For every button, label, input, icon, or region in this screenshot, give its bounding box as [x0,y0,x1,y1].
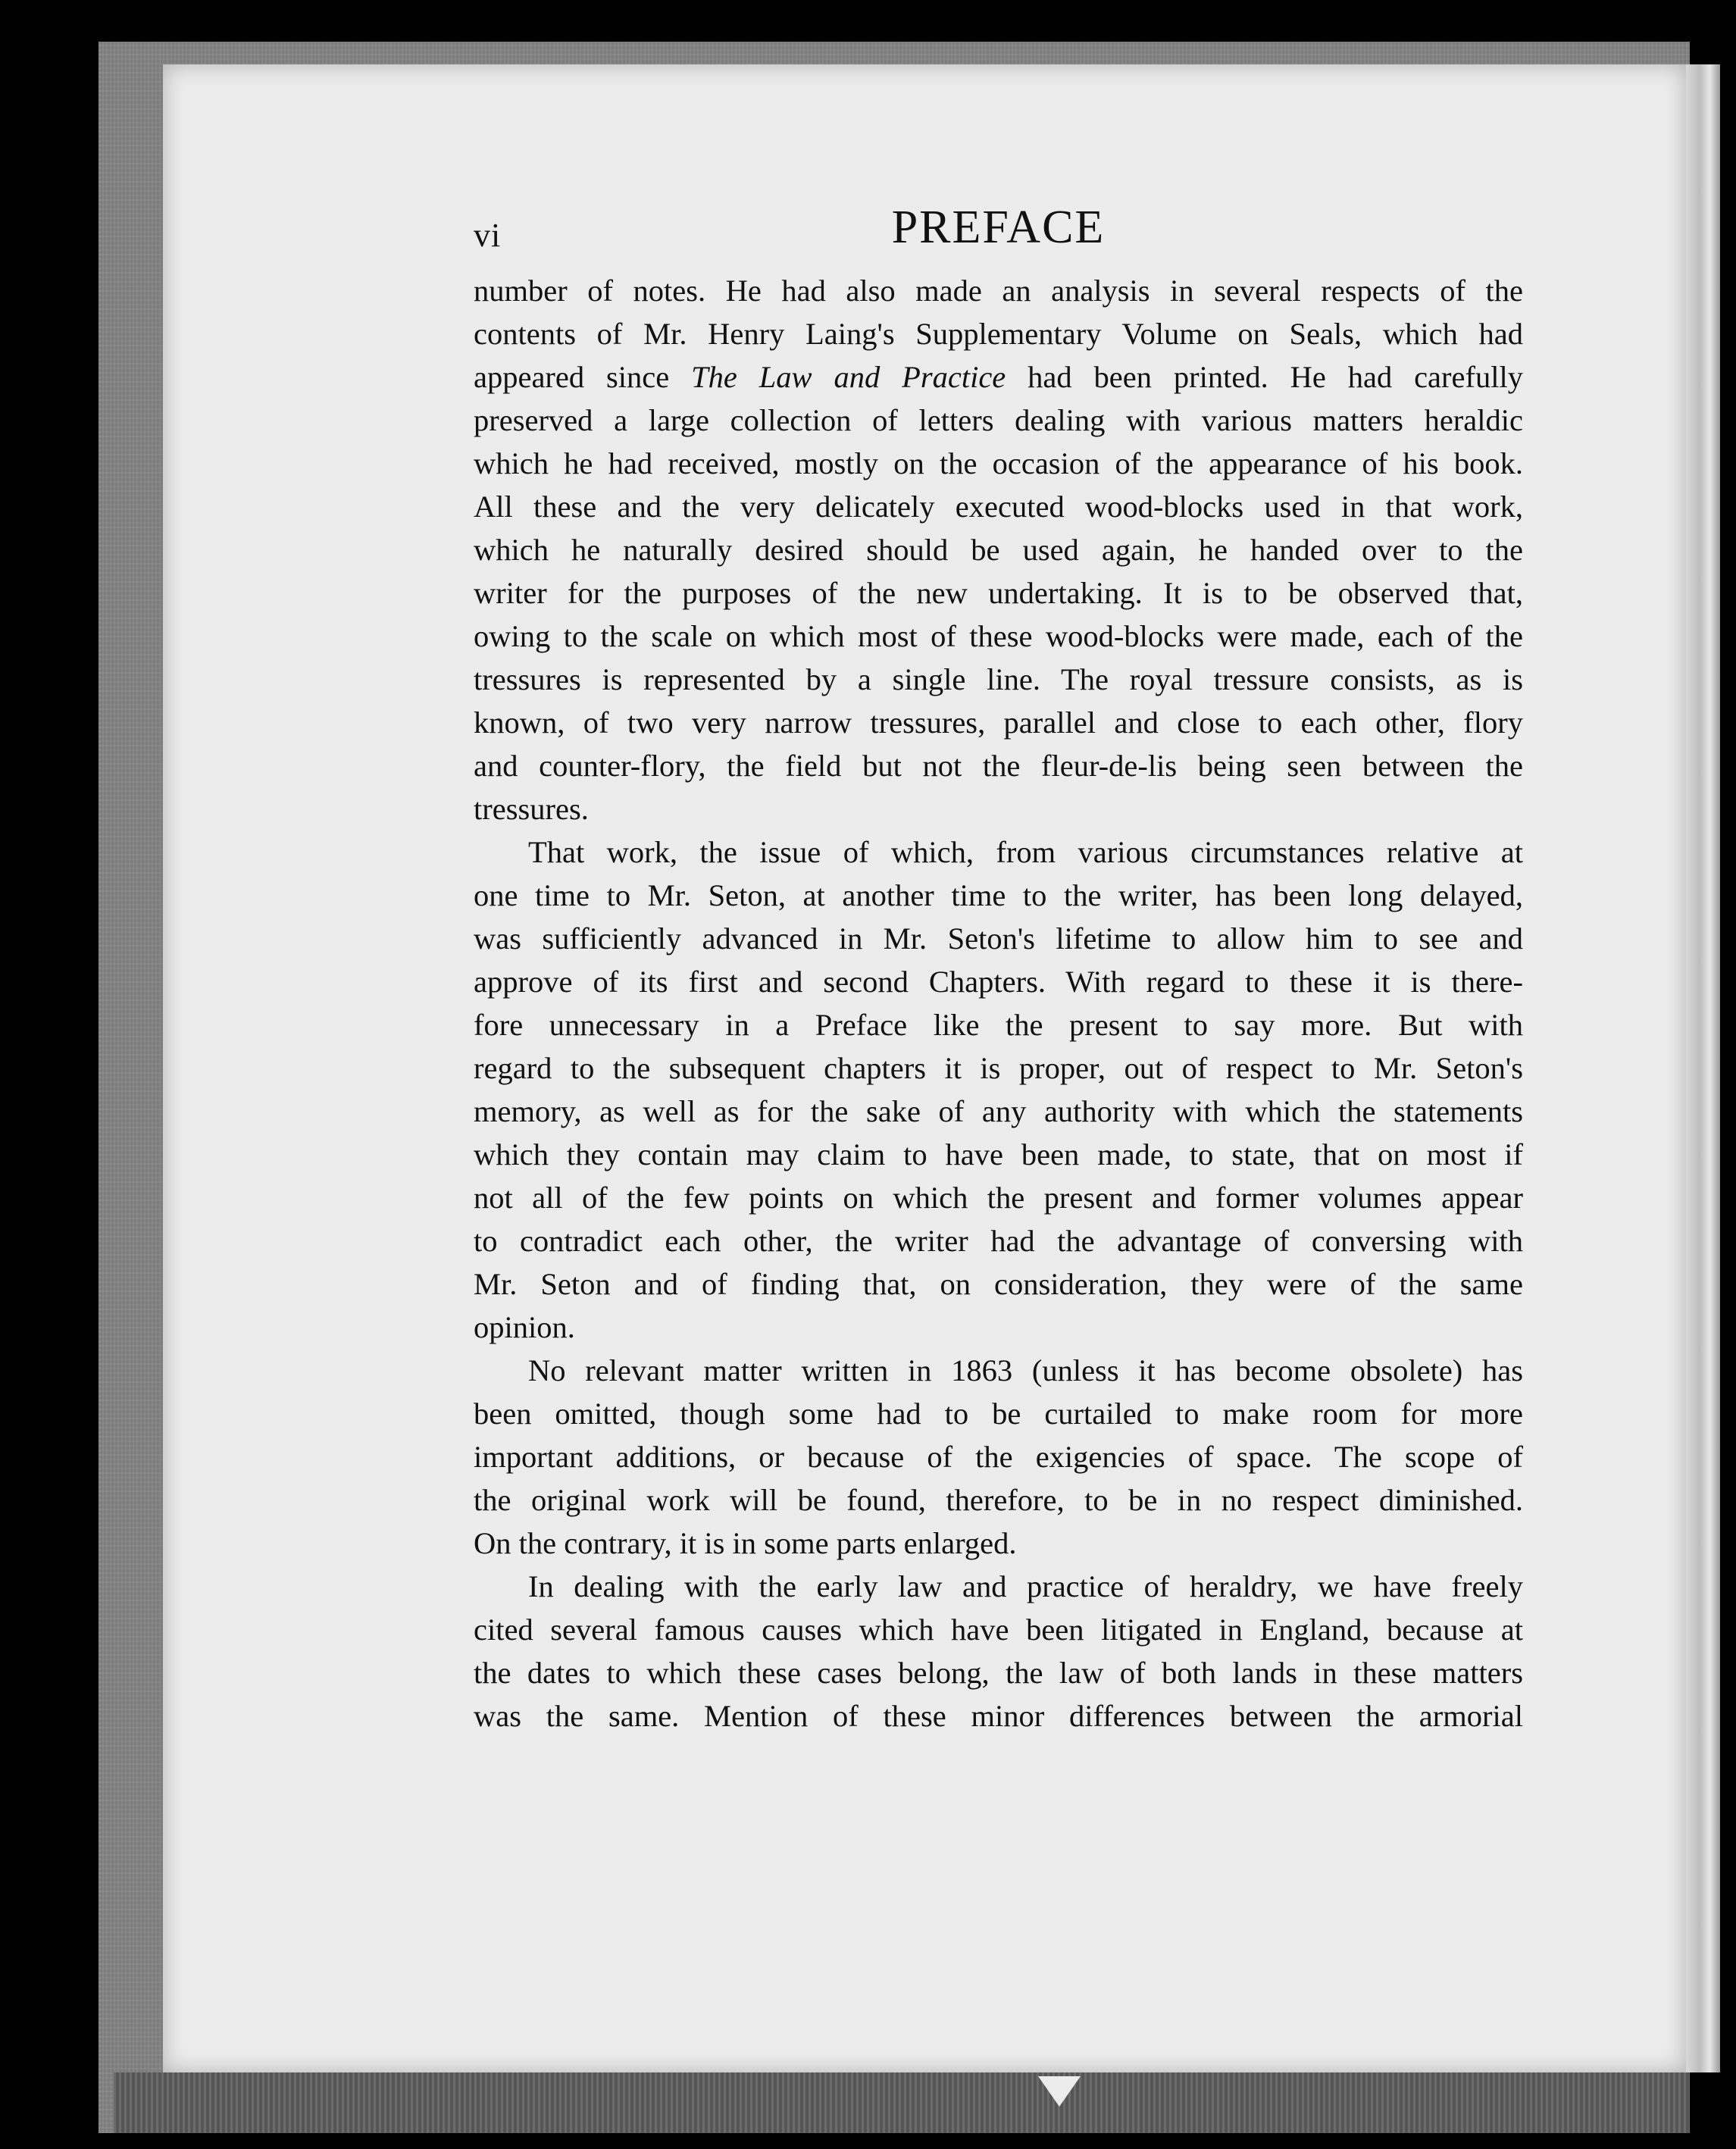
text-line [474,355,1523,399]
text-line: to contradict each other, the writer had the advantage of conversing with [474,1224,1523,1258]
paragraph-3 [474,1349,1523,1565]
text-line: tressures. [474,792,589,826]
text-line: was sufficiently advanced in Mr. Seton's lifetime to allow him to see and [474,921,1523,956]
page-number: vi [474,217,502,254]
page-notch [1038,2076,1081,2107]
text-line: Mr. Seton and of finding that, on consideration, they were of the same [474,1267,1523,1301]
text-line: the original work will be found, therefore, to be in no respect diminished. [474,1483,1523,1517]
text-line: No relevant matter written in 1863 (unless it has become obsolete) has [528,1353,1523,1387]
text-line: cited several famous causes which have been litigated in England, because at [474,1613,1523,1647]
text-line: contents of Mr. Henry Laing's Supplementary Volume on Seals, which had [474,317,1523,351]
text-line: All these and the very delicately executed wood-blocks used in that work, [474,490,1523,524]
text-line: been omitted, though some had to be curtailed to make room for more [474,1397,1523,1431]
paragraph-4 [474,1565,1523,1738]
text-line: approve of its first and second Chapters. With regard to these it is there- [474,965,1523,999]
text-line: fore unnecessary in a Preface like the present to say more. But with [474,1008,1523,1042]
page-header [474,201,1523,269]
book-title-italic: The Law and Practice [691,360,1006,394]
text-line: preserved a large collection of letters dealing with various matters heraldic [474,403,1523,437]
text-line: writer for the purposes of the new undertaking. It is to be observed that, [474,576,1523,610]
text-line: not all of the few points on which the present and former volumes appear [474,1181,1523,1215]
text-line: which he had received, mostly on the occasion of the appearance of his book. [474,446,1523,480]
text-line: the dates to which these cases belong, the law of both lands in these matters [474,1656,1523,1690]
text-line: number of notes. He had also made an analysis in several respects of the [474,274,1523,308]
text-line: regard to the subsequent chapters it is proper, out of respect to Mr. Seton's [474,1051,1523,1085]
page-text [474,201,1523,1738]
text-line: and counter-flory, the field but not the fleur-de-lis being seen between the [474,749,1523,783]
text-line: which they contain may claim to have been made, to state, that on most if [474,1137,1523,1171]
text-line: opinion. [474,1310,575,1344]
book-cover-bottom [114,2072,1690,2133]
text-line: memory, as well as for the sake of any authority with which the statements [474,1094,1523,1128]
paragraph-1 [474,269,1523,831]
paragraph-2 [474,831,1523,1349]
text-line-part: appeared since The Law and Practice had been printed. He had carefully [474,360,1523,394]
text-line: That work, the issue of which, from various circumstances relative at [528,835,1523,869]
text-line: was the same. Mention of these minor differences between the armorial [474,1699,1523,1733]
running-title: PREFACE [891,202,1106,253]
page-edge-right [1686,64,1720,2072]
text-line: important additions, or because of the exigencies of space. The scope of [474,1440,1523,1474]
text-line: On the contrary, it is in some parts enlarged. [474,1526,1017,1560]
text-line: tressures is represented by a single line. The royal tressure consists, as is [474,662,1523,696]
text-line: one time to Mr. Seton, at another time to the writer, has been long delayed, [474,878,1523,912]
text-line: which he naturally desired should be used again, he handed over to the [474,533,1523,567]
text-line: owing to the scale on which most of these wood-blocks were made, each of the [474,619,1523,653]
text-line: In dealing with the early law and practice of heraldry, we have freely [528,1569,1523,1603]
text-line: known, of two very narrow tressures, parallel and close to each other, flory [474,705,1523,740]
